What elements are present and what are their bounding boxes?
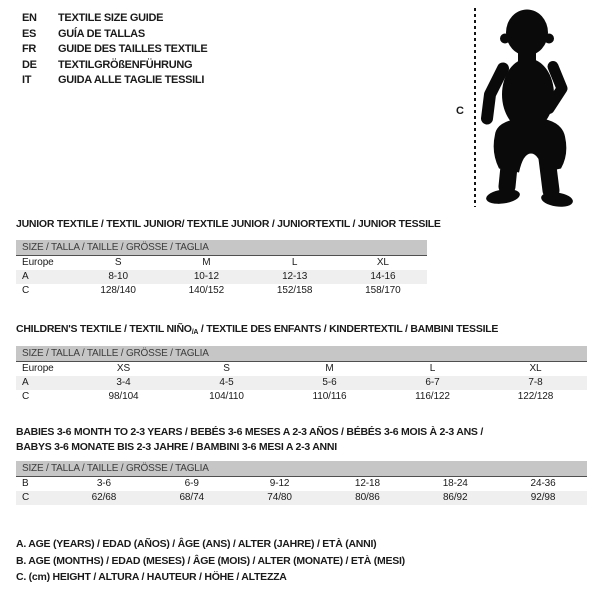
cell: 86/92	[442, 492, 468, 503]
lang-label: GUÍA DE TALLAS	[58, 27, 145, 40]
children-size-header-bar: SIZE / TALLA / TAILLE / GRÖSSE / TAGLIA	[16, 346, 587, 362]
cell: M	[325, 363, 334, 374]
cell: 12-13	[282, 271, 308, 282]
cell: 24-36	[530, 478, 556, 489]
lang-label: GUIDA ALLE TAGLIE TESSILI	[58, 74, 205, 86]
junior-size-table	[16, 240, 427, 298]
cell: 158/170	[365, 285, 401, 296]
table-row	[16, 491, 587, 505]
cell: 3-4	[116, 377, 131, 388]
cell: 18-24	[442, 478, 468, 489]
cell: 8-10	[108, 271, 128, 282]
lang-label: GUIDE DES TAILLES TEXTILE	[58, 43, 208, 55]
cell: 110/116	[312, 391, 347, 402]
cell: L	[291, 257, 298, 268]
cell: XL	[376, 257, 389, 268]
lang-row-fr	[22, 42, 207, 58]
lang-code: EN	[22, 12, 37, 24]
row-label: A	[22, 271, 29, 282]
cell: XL	[529, 363, 542, 374]
cell: 104/110	[209, 391, 244, 402]
cell: L	[429, 363, 436, 374]
babies-section-title-line1: BABIES 3-6 MONTH TO 2-3 YEARS / BEBÉS 3-6 MESES A 2-3 AÑOS / BÉBÉS 3-6 MOIS À 2-3 ANS /	[16, 426, 484, 438]
cell: 5-6	[322, 377, 337, 388]
figure-height-label: C	[456, 105, 464, 117]
babies-section-title-line2: BABYS 3-6 MONATE BIS 2-3 JAHRE / BAMBINI 3-6 MESI A 2-3 ANNI	[16, 441, 337, 453]
lang-label: TEXTILGRÖßENFÜHRUNG	[58, 58, 193, 71]
cell: 68/74	[179, 492, 204, 503]
row-label: Europe	[22, 257, 54, 268]
baby-silhouette	[481, 6, 583, 209]
lang-row-de	[22, 58, 207, 74]
cell: XS	[116, 363, 131, 374]
cell: S	[114, 257, 122, 268]
cell: 14-16	[370, 271, 396, 282]
height-dashed-line	[474, 8, 476, 207]
lang-row-en	[22, 11, 207, 27]
cell: 80/86	[355, 492, 380, 503]
cell: 116/122	[415, 391, 450, 402]
children-size-table	[16, 346, 587, 404]
lang-row-it	[22, 73, 207, 89]
cell: 10-12	[193, 271, 219, 282]
table-row	[16, 362, 587, 376]
babies-size-header-bar: SIZE / TALLA / TAILLE / GRÖSSE / TAGLIA	[16, 461, 587, 477]
row-label: A	[22, 377, 29, 388]
lang-code: IT	[22, 74, 32, 86]
cell: 7-8	[528, 377, 543, 388]
cell: 6-9	[184, 478, 199, 489]
row-label: B	[22, 478, 29, 489]
lang-code: DE	[22, 58, 37, 71]
cell: 152/158	[276, 285, 313, 296]
table-row	[16, 270, 427, 284]
table-row	[16, 284, 427, 298]
row-label: Europe	[22, 363, 54, 374]
cell: 6-7	[425, 377, 440, 388]
children-title-subscript: /A	[191, 329, 199, 336]
cell: S	[223, 363, 230, 374]
table-row	[16, 477, 587, 491]
cell: 3-6	[96, 478, 111, 489]
cell: 74/80	[267, 492, 292, 503]
cell: 4-5	[219, 377, 234, 388]
table-row	[16, 390, 587, 404]
measurement-legend	[16, 536, 405, 586]
children-title-text: / TEXTILE DES ENFANTS / KINDERTEXTIL / BAMBINI TESSILE	[198, 323, 499, 335]
legend-line-b: B. AGE (MONTHS) / EDAD (MESES) / ÂGE (MOIS) / ALTER (MONATE) / ETÀ (MESI)	[16, 554, 405, 567]
cell: 12-18	[354, 478, 380, 489]
junior-size-header-bar: SIZE / TALLA / TAILLE / GRÖSSE / TAGLIA	[16, 240, 427, 256]
babies-size-table	[16, 461, 587, 505]
table-row	[16, 376, 587, 390]
cell: 122/128	[517, 391, 554, 402]
lang-label: TEXTILE SIZE GUIDE	[58, 12, 164, 24]
cell: M	[202, 257, 211, 268]
cell: 128/140	[100, 285, 136, 296]
row-label: C	[22, 492, 30, 503]
lang-code: ES	[22, 27, 37, 40]
cell: 9-12	[269, 478, 290, 489]
junior-section-title: JUNIOR TEXTILE / TEXTIL JUNIOR/ TEXTILE JUNIOR / JUNIORTEXTIL / JUNIOR TESSILE	[16, 218, 441, 230]
cell: 62/68	[91, 492, 117, 503]
table-row	[16, 256, 427, 270]
legend-line-c: C. (cm) HEIGHT / ALTURA / HAUTEUR / HÖHE / ALTEZZA	[16, 571, 287, 583]
language-guide	[22, 11, 207, 89]
lang-code: FR	[22, 43, 37, 55]
lang-row-es	[22, 27, 207, 43]
row-label: C	[22, 391, 30, 402]
legend-line-a: A. AGE (YEARS) / EDAD (AÑOS) / ÂGE (ANS) / ALTER (JAHRE) / ETÀ (ANNI)	[16, 538, 377, 550]
cell: 92/98	[530, 492, 556, 503]
children-section-title	[16, 322, 590, 340]
row-label: C	[22, 285, 30, 296]
children-title-text: CHILDREN'S TEXTILE / TEXTIL NIÑO	[16, 323, 192, 335]
cell: 98/104	[108, 391, 139, 402]
cell: 140/152	[188, 285, 225, 296]
